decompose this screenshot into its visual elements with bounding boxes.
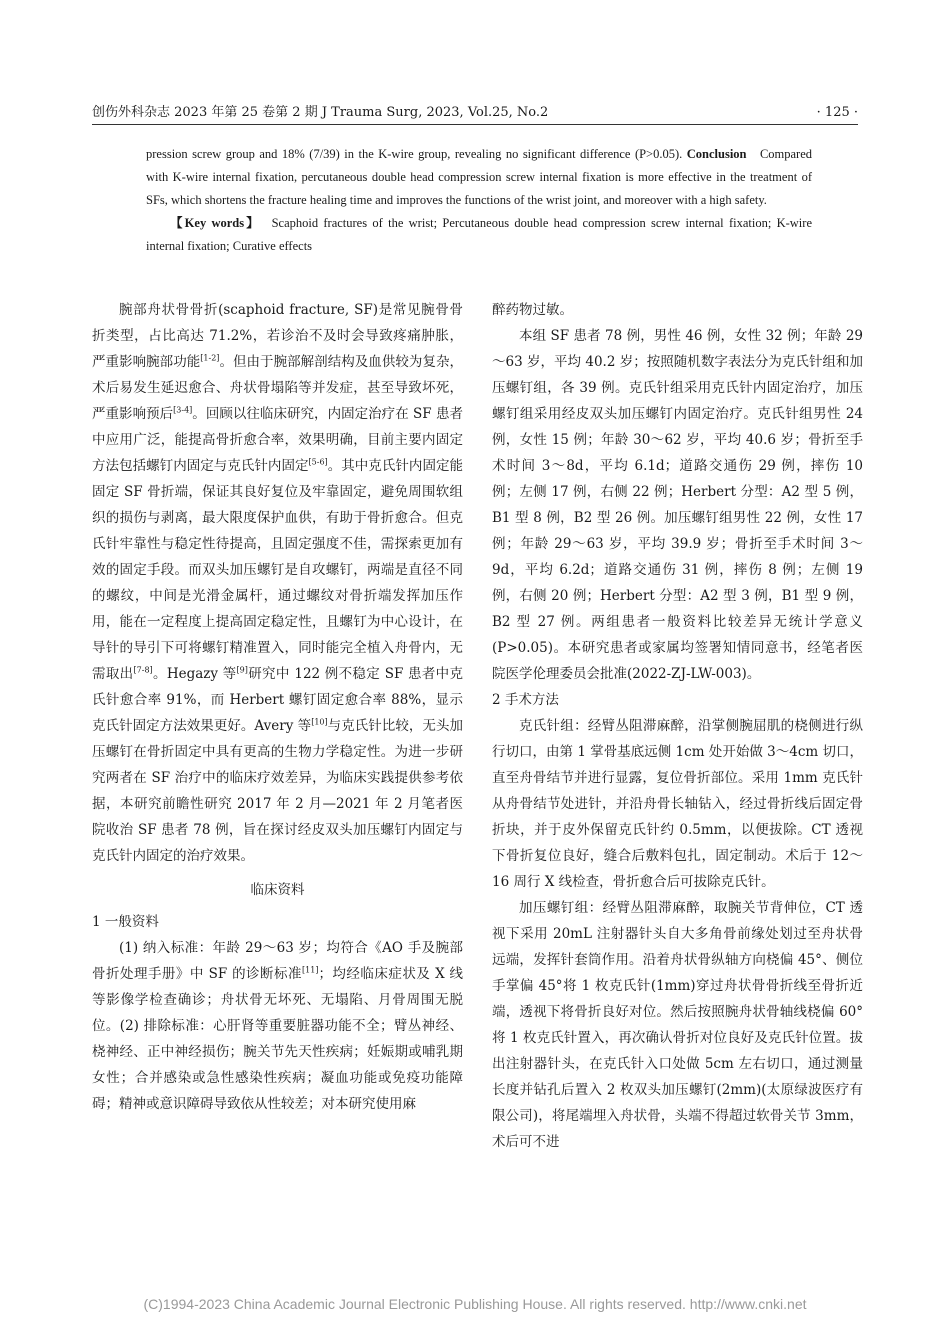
continued-text: 醉药物过敏。 <box>492 302 573 318</box>
keywords <box>146 212 812 258</box>
screw-method-paragraph: 加压螺钉组：经臂丛阻滞麻醉，取腕关节背伸位，CT 透视下采用 20mL 注射器针头自大多角骨前缘处划过至舟状骨远端，发挥针套筒作用。沿着舟状骨纵轴方向桡偏 45°、侧位手掌偏 45°将 1 枚克氏针(1mm)穿过舟状骨骨折线至骨折近端，透视下将骨折良好对位。然后按照腕舟状骨轴线桡偏 60°将 1 枚克氏针置入，再次确认骨折对位良好及克氏针位置。拔出注射器针头，在克氏针入口处做 5cm 左右切口，通过测量长度并钻孔后置入 2 枚双头加压螺钉(2mm)(太原绿波医疗有限公司)，将尾端埋入舟状骨，头端不得超过软骨关节 3mm，术后可不进 <box>492 900 863 1150</box>
intro-text: 。其中克氏针内固定能固定 SF 骨折端，保证其良好复位及牢靠固定，避免周围软组织的损伤与剥离，最大限度保护血供，有助于骨折愈合。但克氏针牢靠性与稳定性待提高，且固定强度不佳，需探索更加有效的固定手段。而双头加压螺钉是自攻螺钉，两端是直径不同的螺纹，中间是光滑金属杆，通过螺纹对骨折端发挥加压作用，能在一定程度上提高固定稳定性，且螺钉为中心设计，在导针的导引下可将螺钉精准置入，同时能完全植入舟骨内，无需取出 <box>92 458 464 682</box>
right-column <box>492 297 863 1155</box>
section-title: 临床资料 <box>250 882 305 898</box>
kwire-method-paragraph: 克氏针组：经臂丛阻滞麻醉，沿掌侧腕屈肌的桡侧进行纵行切口，由第 1 掌骨基底远侧 1cm 处开始做 3～4cm 切口，直至舟骨结节并进行显露，复位骨折部位。采用 1mm 克氏针从舟骨结节处进针，并沿舟骨长轴钻入，经过骨折线后固定骨折块，并于皮外保留克氏针约 0.5mm，以便拔除。CT 透视下骨折复位良好，缝合后敷料包扎，固定制动。术后于 12～16 周行 X 线检查，骨折愈合后可拔除克氏针。 <box>492 718 863 890</box>
intro-text: 。回顾以往临床研究，内固定治疗在 SF 患者中应用广泛，能提高骨折愈合率，效果明确，目前主要内固定方法包括螺钉内固定与克氏针内固定 <box>92 406 463 474</box>
citation: [7-8] <box>133 665 153 675</box>
left-column <box>92 297 463 1117</box>
running-header <box>92 103 858 123</box>
citation: [3-4] <box>173 405 193 415</box>
keywords-text: Scaphoid fractures of the wrist; Percutaneous double head compression screw internal fixation; K-wire internal fixation; Curative effects <box>146 216 812 253</box>
citation: [9] <box>236 665 248 675</box>
citation: [11] <box>302 965 319 975</box>
page-number: · 125 · <box>816 105 858 120</box>
journal-citation: 创伤外科杂志 2023 年第 25 卷第 2 期 J Trauma Surg, 2023, Vol.25, No.2 <box>92 105 549 120</box>
citation: [5-6] <box>308 457 328 467</box>
intro-text: 。Hegazy 等 <box>152 666 237 682</box>
intro-text: 研究中 122 例不稳定 SF 患者中克氏针愈合率 91%，而 Herbert 螺钉固定愈合率 88%，显示克氏针固定方法效果更好。Avery 等 <box>92 666 464 734</box>
subsection-heading: 2 手术方法 <box>492 692 559 708</box>
intro-text: 。但由于腕部解剖结构及血供较为复杂，术后易发生延迟愈合、舟状骨塌陷等并发症，甚至导致坏死，严重影响预后 <box>92 354 464 422</box>
introduction-paragraph <box>92 297 463 869</box>
citation: [10] <box>311 717 328 727</box>
criteria-text: (1) 纳入标准：年龄 29～63 岁；均符合《AO 手及腕部骨折处理手册》中 SF 的诊断标准 <box>92 940 463 982</box>
abstract-continuation <box>146 143 812 212</box>
keywords-label: 【Key words】 <box>170 216 261 230</box>
criteria-paragraph <box>92 935 463 1117</box>
criteria-text: ；均经临床症状及 X 线等影像学检查确诊；舟状骨无坏死、无塌陷、月骨周围无脱位。(2) 排除标准：心肝肾等重要脏器功能不全；臂丛神经、桡神经、正中神经损伤；腕关节先天性疾病；妊娠期或哺乳期女性；合并感染或急性感染性疾病；凝血功能或免疫功能障碍；精神或意识障碍导致依从性较差；对本研究使用麻 <box>92 966 463 1112</box>
citation: [1-2] <box>200 353 220 363</box>
english-abstract <box>146 143 812 258</box>
conclusion-text: Compared with K-wire internal fixation, percutaneous double head compression screw internal fixation is more effective in the treatment of SFs, which shortens the fracture healing time and improves the functions of the wrist joint, and moreover with a high safety. <box>146 147 813 207</box>
subsection-heading: 1 一般资料 <box>92 914 159 930</box>
intro-text: 腕部舟状骨骨折(scaphoid fracture, SF)是常见腕骨骨折类型，占比高达 71.2%，若诊治不及时会导致疼痛肿胀，严重影响腕部功能 <box>92 302 463 370</box>
abstract-results-tail: pression screw group and 18% (7/39) in the K-wire group, revealing no significant difference (P>0.05). <box>146 147 683 161</box>
intro-text: 与克氏针比较，无头加压螺钉在骨折固定中具有更高的生物力学稳定性。为进一步研究两者在 SF 治疗中的临床疗效差异，为临床实践提供参考依据，本研究前瞻性研究 2017 年 2 月—2021 年 2 月笔者医院收治 SF 患者 78 例，旨在探讨经皮双头加压螺钉内固定与克氏针内固定的治疗效果。 <box>92 718 463 864</box>
header-divider <box>92 124 858 125</box>
general-data-paragraph: 本组 SF 患者 78 例，男性 46 例，女性 32 例；年龄 29～63 岁，平均 40.2 岁；按照随机数字表法分为克氏针组和加压螺钉组，各 39 例。克氏针组采用克氏针内固定治疗，加压螺钉组采用经皮双头加压螺钉内固定治疗。克氏针组男性 24 例，女性 15 例；年龄 30～62 岁，平均 40.6 岁；骨折至手术时间 3～8d，平均 6.1d；道路交通伤 29 例，摔伤 10 例；左侧 17 例，右侧 22 例；Herbert 分型：A2 型 5 例，B1 型 8 例，B2 型 26 例。加压螺钉组男性 22 例，女性 17 例；年龄 29～63 岁，平均 39.9 岁；骨折至手术时间 3～9d，平均 6.2d；道路交通伤 31 例，摔伤 8 例；左侧 19 例，右侧 20 例；Herbert 分型：A2 型 3 例，B1 型 9 例，B2 型 27 例。两组患者一般资料比较差异无统计学意义(P>0.05)。本研究患者或家属均签署知情同意书，经笔者医院医学伦理委员会批准(2022-ZJ-LW-003)。 <box>492 328 863 682</box>
copyright-footer: (C)1994-2023 China Academic Journal Electronic Publishing House. All rights reserved. http://www.cnki.net <box>143 1296 807 1312</box>
conclusion-label: Conclusion <box>686 147 747 161</box>
